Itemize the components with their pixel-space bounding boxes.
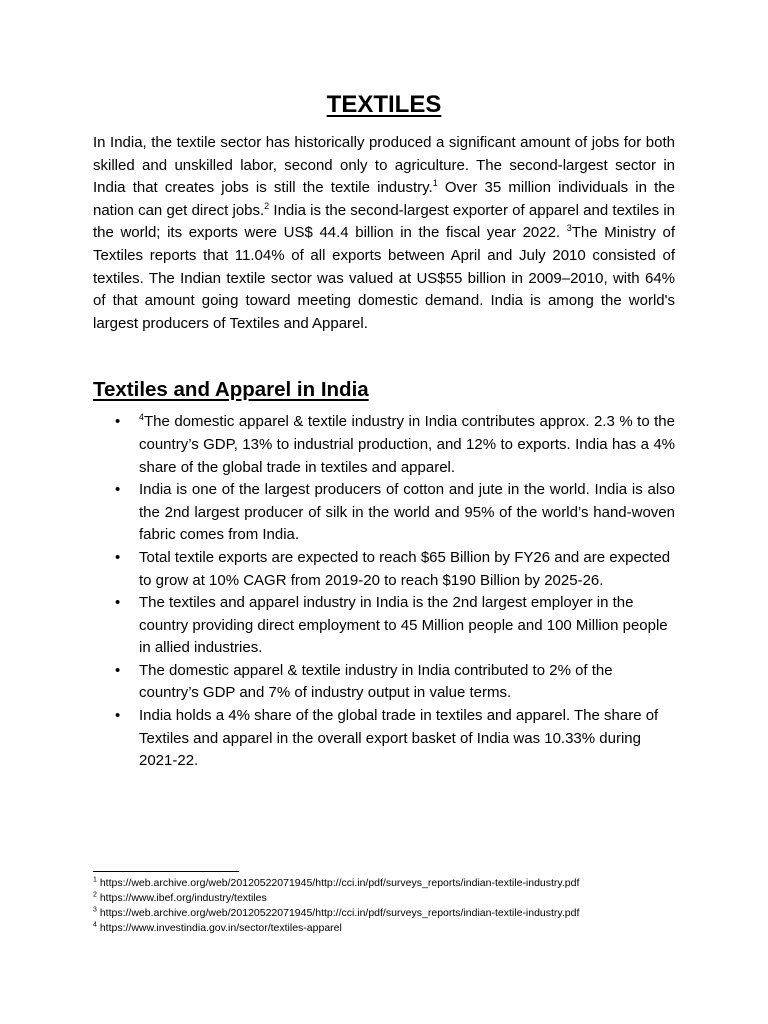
section-heading: Textiles and Apparel in India <box>93 378 369 402</box>
bullet-icon: • <box>115 413 121 431</box>
footnote-number: 4 <box>93 921 97 929</box>
footnote-1 <box>93 876 693 891</box>
footnote-separator <box>93 871 239 872</box>
footnote-number: 2 <box>93 891 97 899</box>
footnote-3 <box>93 906 693 921</box>
page-title: TEXTILES <box>326 91 442 118</box>
footnotes <box>93 876 693 936</box>
list-item-text: The domestic apparel & textile industry in India contributed to 2% of the country’s GDP and 7% of industry output in value terms. <box>139 661 613 702</box>
list-item-text: India holds a 4% share of the global trade in textiles and apparel. The share of Textiles and apparel in the overall export basket of India was 10.33% during 2021-22. <box>139 707 659 770</box>
bullet-icon: • <box>115 707 121 725</box>
footnote-2 <box>93 891 693 906</box>
bullet-icon: • <box>115 594 121 612</box>
bullet-icon: • <box>115 661 121 679</box>
list-item <box>93 592 675 660</box>
bullet-list <box>93 411 675 773</box>
intro-text-2: Over 35 million individuals in the nation can get direct jobs. <box>93 179 675 219</box>
list-item-text: India is one of the largest producers of cotton and jute in the world. India is also the 2nd largest producer of silk in the world and 95% of the world’s hand-woven fabric comes from India. <box>139 481 675 544</box>
footnote-ref-3: 3 <box>566 223 572 234</box>
list-item-body: The domestic apparel & textile industry in India contributes approx. 2.3 % to the country’s GDP, 13% to industrial production, and 12% to exports. India has a 4% share of the global trade in textiles and apparel. <box>139 413 675 476</box>
footnote-link[interactable]: https://web.archive.org/web/20120522071945/http://cci.in/pdf/surveys_reports/indian-textile-industry.pdf <box>96 907 580 919</box>
intro-paragraph <box>93 132 675 335</box>
list-item <box>93 547 675 592</box>
list-item <box>93 479 675 547</box>
footnote-number: 1 <box>93 876 97 884</box>
bullet-icon: • <box>115 548 121 566</box>
footnote-number: 3 <box>93 906 97 914</box>
list-item <box>93 411 675 479</box>
list-item-text: Total textile exports are expected to reach $65 Billion by FY26 and are expected to grow at 10% CAGR from 2019-20 to reach $190 Billion by 2025-26. <box>139 548 671 589</box>
footnote-link[interactable]: https://www.ibef.org/industry/textiles <box>96 892 267 904</box>
intro-text-3: India is the second-largest exporter of apparel and textiles in the world; its exports were US$ 44.4 billion in the fiscal year 2022. <box>93 201 675 242</box>
footnote-4 <box>93 921 693 936</box>
bullet-icon: • <box>115 481 121 499</box>
list-item <box>93 660 675 705</box>
list-item <box>93 705 675 773</box>
footnote-ref-2: 2 <box>264 200 270 211</box>
intro-text-1: In India, the textile sector has historically produced a significant amount of jobs for both skilled and unskilled labor, second only to agriculture. The second-largest sector in India that creates jobs is still the textile industry. <box>93 134 675 197</box>
document-page <box>93 88 675 773</box>
footnote-ref-1: 1 <box>432 178 438 189</box>
footnote-link[interactable]: https://www.investindia.gov.in/sector/textiles-apparel <box>96 922 342 934</box>
list-item-text: The textiles and apparel industry in India is the 2nd largest employer in the country providing direct employment to 45 Million people and 100 Million people in allied industries. <box>139 594 668 657</box>
intro-text-4: The Ministry of Textiles reports that 11.04% of all exports between April and July 2010 consisted of textiles. The Indian textile sector was valued at US$55 billion in 2009–2010, with 64% of that amount going toward meeting domestic demand. India is among the world's largest producers of Textiles and Apparel. <box>93 224 675 332</box>
footnote-link[interactable]: https://web.archive.org/web/20120522071945/http://cci.in/pdf/surveys_reports/indian-textile-industry.pdf <box>96 877 580 889</box>
list-item-text <box>139 411 675 479</box>
footnote-ref-4: 4 <box>139 412 145 423</box>
